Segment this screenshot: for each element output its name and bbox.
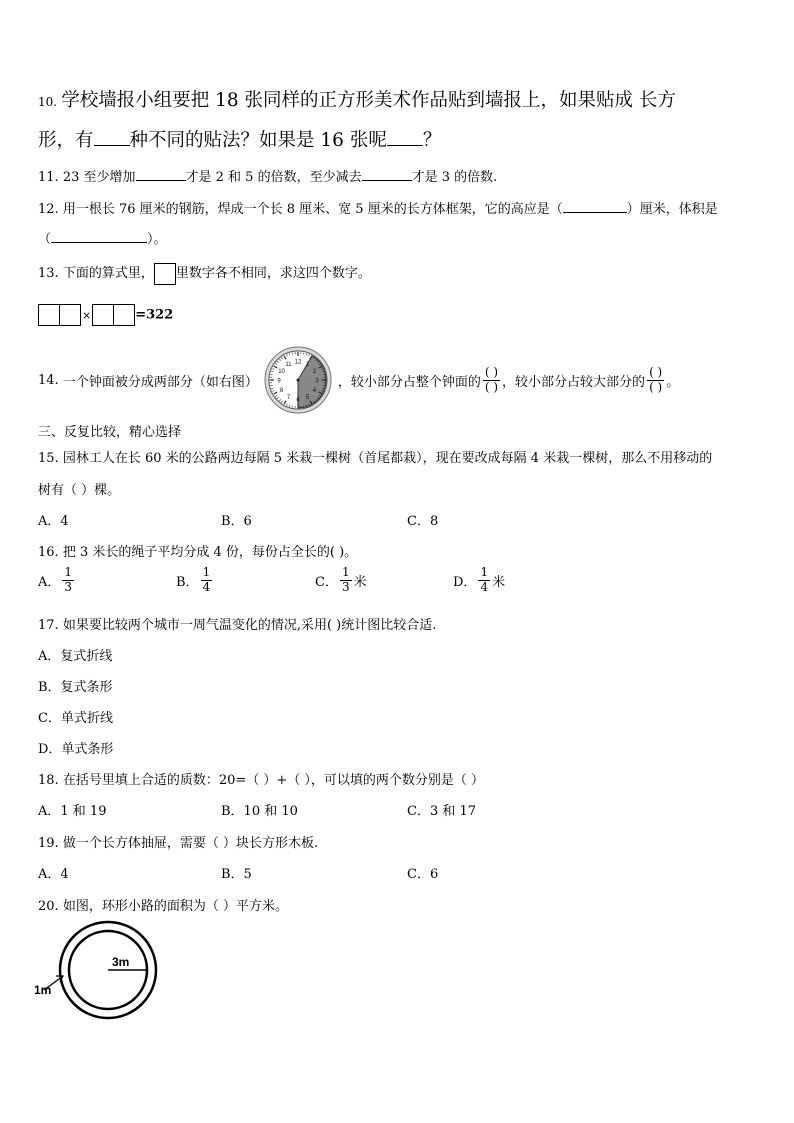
question-number: 19. (38, 836, 59, 851)
digit-box[interactable] (113, 304, 135, 326)
question-number: 14. (38, 372, 59, 388)
answer-blank[interactable] (362, 180, 412, 181)
question-text: 才是 2 和 5 的倍数，至少减去 (185, 170, 362, 185)
question-number: 10. (38, 95, 58, 109)
option-a[interactable] (38, 566, 76, 595)
question-text: ）。 (147, 232, 167, 247)
option-fraction (478, 566, 490, 595)
question-text: 下面的算式里， (62, 266, 154, 281)
clock-number: 11 (285, 362, 292, 369)
option-a[interactable]: A．4 (38, 514, 69, 529)
question-13 (38, 262, 371, 285)
question-number: 16. (38, 545, 59, 560)
question-14 (38, 345, 679, 415)
question-text: 如果要比较两个城市一周气温变化的情况,采用( )统计图比较合适. (62, 618, 437, 633)
fraction-numerator: 1 (341, 565, 350, 579)
fraction-numerator: 1 (64, 565, 73, 579)
fraction-numerator: 1 (480, 565, 489, 579)
option-b[interactable]: B．6 (221, 514, 252, 529)
times-sign: × (82, 308, 92, 322)
digit-box[interactable] (38, 304, 60, 326)
option-label: C． (315, 574, 338, 590)
fraction-denominator: ( ) (484, 379, 499, 394)
clock-number: 9 (277, 378, 281, 385)
fraction-denominator: ( ) (649, 379, 663, 394)
question-number: 13. (38, 266, 59, 281)
fraction-denominator: 3 (341, 579, 350, 594)
option-unit: 米 (353, 574, 367, 590)
question-text: 里数字各不相同，求这四个数字。 (175, 266, 371, 281)
question-18 (38, 769, 484, 788)
option-b[interactable]: B．复式条形 (38, 680, 113, 695)
question-text: 学校墙报小组要把 18 张同样的正方形美术作品贴到墙报上，如果贴成 长方 (61, 90, 676, 111)
option-label: B． (176, 574, 199, 590)
option-fraction (201, 566, 213, 595)
digit-box[interactable] (92, 304, 114, 326)
option-a[interactable]: A．复式折线 (38, 649, 113, 664)
clock-number: 2 (312, 369, 316, 375)
clock-center (296, 379, 299, 382)
question-10-line-1 (38, 86, 676, 112)
answer-blank[interactable] (136, 180, 186, 181)
question-text: 23 至少增加 (62, 170, 136, 185)
option-fraction (62, 566, 74, 595)
question-text: （ (38, 232, 52, 247)
fraction-numerator: 1 (202, 565, 211, 579)
question-number: 11. (38, 170, 59, 185)
option-c[interactable] (315, 566, 367, 595)
answer-blank[interactable] (94, 145, 130, 146)
question-text: 种不同的贴法？如果是 16 张呢 (129, 130, 387, 151)
question-19 (38, 832, 318, 851)
fraction-denominator: 4 (480, 579, 489, 594)
question-text: ，较小部分占较大部分的 (502, 374, 646, 390)
clock-number: 6 (296, 397, 300, 404)
clock-number: 10 (278, 369, 285, 375)
digit-box[interactable] (59, 304, 81, 326)
fraction-blank[interactable] (483, 366, 500, 395)
clock-number: 7 (286, 394, 291, 401)
question-text: 用一根长 76 厘米的钢筋，焊成一个长 8 厘米、宽 5 厘米的长方体框架，它的高应是（ (62, 202, 563, 217)
question-16 (38, 541, 357, 560)
option-label: D． (453, 574, 477, 590)
section-heading: 三、反复比较，精心选择 (38, 425, 182, 440)
clock-number: 1 (305, 362, 310, 369)
clock-number: 5 (305, 394, 310, 401)
question-text: 。 (666, 374, 680, 390)
option-b[interactable] (176, 566, 214, 595)
radius-label: 3m (112, 955, 130, 969)
option-c[interactable]: C．8 (407, 514, 439, 529)
option-d[interactable]: D．单式条形 (38, 742, 114, 757)
option-unit: 米 (492, 574, 506, 590)
question-text: ，较小部分占整个钟面的 (337, 374, 481, 390)
option-b[interactable]: B．5 (221, 867, 252, 882)
option-c[interactable]: C．单式折线 (38, 711, 113, 726)
question-text: 如图，环形小路的面积为（ ）平方米。 (62, 899, 288, 914)
question-17 (38, 614, 436, 633)
question-text: ？ (422, 130, 442, 151)
width-label: 1m (34, 983, 52, 997)
question-13-equation (38, 304, 173, 326)
option-d[interactable] (453, 566, 505, 595)
answer-blank[interactable] (563, 212, 627, 213)
question-15-line-1 (38, 447, 712, 466)
clock-number: 12 (294, 359, 302, 366)
question-text: 形，有 (38, 130, 94, 151)
option-a[interactable]: A．1 和 19 (38, 804, 107, 819)
option-c[interactable]: C．3 和 17 (407, 804, 477, 819)
question-text: ）厘米，体积是 (626, 202, 718, 217)
digit-box-group-left (38, 304, 81, 326)
question-text: 做一个长方体抽屉，需要（ ）块长方形木板. (62, 836, 319, 851)
question-text: 把 3 米长的绳子平均分成 4 份，每份占全长的( )。 (62, 545, 358, 560)
question-number: 12. (38, 202, 59, 217)
fraction-blank[interactable] (647, 366, 664, 395)
option-a[interactable]: A．4 (38, 867, 69, 882)
question-20 (38, 895, 288, 914)
question-10-line-2 (38, 126, 441, 152)
equation-result: =322 (135, 307, 174, 323)
option-b[interactable]: B．10 和 10 (221, 804, 298, 819)
question-15-line-2: 树有（ ）棵。 (38, 483, 121, 498)
fraction-denominator: 4 (202, 579, 211, 594)
question-text: 才是 3 的倍数. (411, 170, 498, 185)
clock-number: 8 (279, 388, 284, 394)
option-fraction (340, 566, 352, 595)
question-11 (38, 166, 497, 185)
answer-blank[interactable] (387, 145, 423, 146)
question-text: 一个钟面被分成两部分（如右图） (62, 374, 258, 390)
ring-path-diagram (32, 918, 162, 1024)
fraction-numerator: ( ) (484, 364, 499, 379)
digit-box-group-right (92, 304, 135, 326)
question-text: 园林工人在长 60 米的公路两边每隔 5 米栽一棵树（首尾都栽），现在要改成每隔 4 米栽一棵树，那么不用移动的 (62, 451, 713, 466)
clock-diagram (260, 345, 336, 415)
question-number: 20. (38, 899, 59, 914)
question-12-line-2 (38, 228, 167, 247)
clock-number: 3 (315, 378, 319, 385)
answer-blank[interactable] (51, 242, 147, 243)
question-number: 18. (38, 773, 59, 788)
option-label: A． (38, 574, 61, 590)
question-number: 17. (38, 618, 59, 633)
option-c[interactable]: C．6 (407, 867, 439, 882)
question-text: 在括号里填上合适的质数：20=（ ）+（ ），可以填的两个数分别是（ ） (62, 773, 485, 788)
clock-number: 4 (312, 388, 316, 394)
question-12-line-1 (38, 198, 718, 217)
digit-box (154, 263, 176, 285)
fraction-denominator: 3 (64, 579, 73, 594)
fraction-numerator: ( ) (649, 364, 663, 379)
question-number: 15. (38, 451, 59, 466)
